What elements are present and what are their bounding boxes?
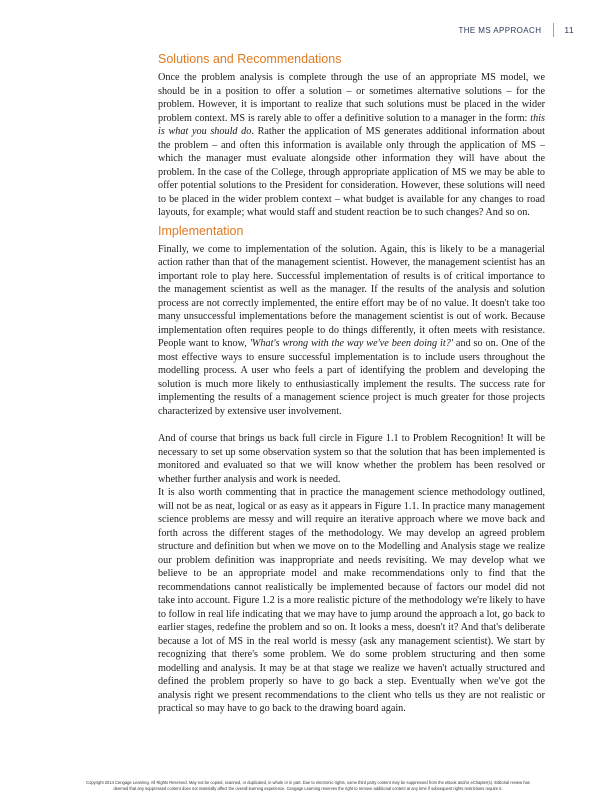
implementation-paragraph-3: It is also worth commenting that in practice the management science methodology outlined, will not be as neat, logical or as easy as it appears in Figure 1.1. In practice many management science problems are messy and will require an iterative approach where we move back and forth across the different stages of the methodology. We may develop an agreed problem structure and definition but when we move on to the Modelling and Analysis stage we realize our problem definition was inappropriate and needs revisiting. We may develop what we believe to be an appropriate model and make recommendations only to find that the recommendations cannot realistically be implemented because of factors our model did not take into account. Figure 1.2 is a more realistic picture of the methodology we're likely to have to follow in real life indicating that we may have to jump around the approach a lot, go back to earlier stages, redefine the problem and so on. It looks a mess, doesn't it? And that's deliberate because a lot of MS in the real world is messy (ask any management scientist). We start by recognizing that there's some problem. We do some problem structuring and then some modelling and analysis. It may be at that stage we realize we haven't actually structured and defined the problem properly so have to go back a step. Eventually when we've got the analysis right we present recommendations to the client who tells us they are not realistic or practical so may have to go back to the drawing board again. xyxy=(158,487,545,714)
solutions-emphasis: this is what you should do xyxy=(158,112,545,137)
heading-solutions: Solutions and Recommendations xyxy=(158,52,342,66)
solutions-text-b: . Rather the application of MS generates additional information about the problem – and often this information is available only through the application of MS – which the manager must evaluate alongside other information they will have about the problem. In the case of the College, through appropriate application of MS we may be able to offer potential solutions to the President for consideration. However, these solutions will need to be placed in the wider problem context – what budget is available for any changes to road layouts, for example; what would staff and student reaction be to such changes? And so on. xyxy=(158,126,545,218)
running-head xyxy=(458,23,574,37)
implementation-text-a: Finally, we come to implementation of the solution. Again, this is likely to be a managerial action rather than that of the management scientist. However, the management scientist has an important role to play here. Successful implementation of results is of critical importance to the management scientist as well as the manager. If the results of the analysis and solution process are not correctly implemented, the entire effort may be of no value. It doesn't take too many unsuccessful implementations before the management scientist is out of work. Because implementation often requires people to do things differently, it often meets with resistance. People want to know, xyxy=(158,243,545,349)
heading-implementation: Implementation xyxy=(158,223,244,238)
solutions-text-a: Once the problem analysis is complete through the use of an appropriate MS model, we should be in a position to offer a solution – or sometimes alternative solutions – for the problem. However, it is important to realize that such solutions must be placed in the wider problem context. MS is rarely able to offer a definitive solution to a manager in the form: xyxy=(158,72,545,124)
implementation-text-b: and so on. One of the most effective ways to ensure successful implementation is to include users throughout the modelling process. A user who feels a part of identifying the problem and developing the solution is much more likely to enthusiastically implement the results. The success rate for implementing the results of a management science project is much greater for those projects characterized by extensive user involvement. xyxy=(158,338,545,417)
implementation-paragraph-2: And of course that brings us back full circle in Figure 1.1 to Problem Recognition! It will be necessary to set up some observation system so that the solution that has been implemented is monitored and evaluated so that we will know whether the problem has been resolved or whether further analysis and work is needed. xyxy=(158,433,545,485)
copyright-footer xyxy=(34,780,582,792)
header-divider xyxy=(553,23,554,37)
page-body xyxy=(158,51,545,716)
chapter-title: THE MS APPROACH xyxy=(458,25,542,35)
copyright-line-1: Copyright 2014 Cengage Learning. All Rights Reserved. May not be copied, scanned, or duplicated, in whole or in part. Due to electronic rights, some third party content may be suppressed from the eBook and/or eChapter(s). Editorial review has xyxy=(86,780,530,785)
page-number: 11 xyxy=(564,25,574,35)
implementation-emphasis: 'What's wrong with the way we've been doing it?' xyxy=(249,338,453,349)
solutions-paragraph xyxy=(158,71,545,220)
copyright-line-2: deemed that any suppressed content does not materially affect the overall learning experience. Cengage Learning reserves the right to remove additional content at any time if subsequent rights restrictions require it. xyxy=(113,786,503,791)
implementation-paragraph-1 xyxy=(158,243,545,419)
